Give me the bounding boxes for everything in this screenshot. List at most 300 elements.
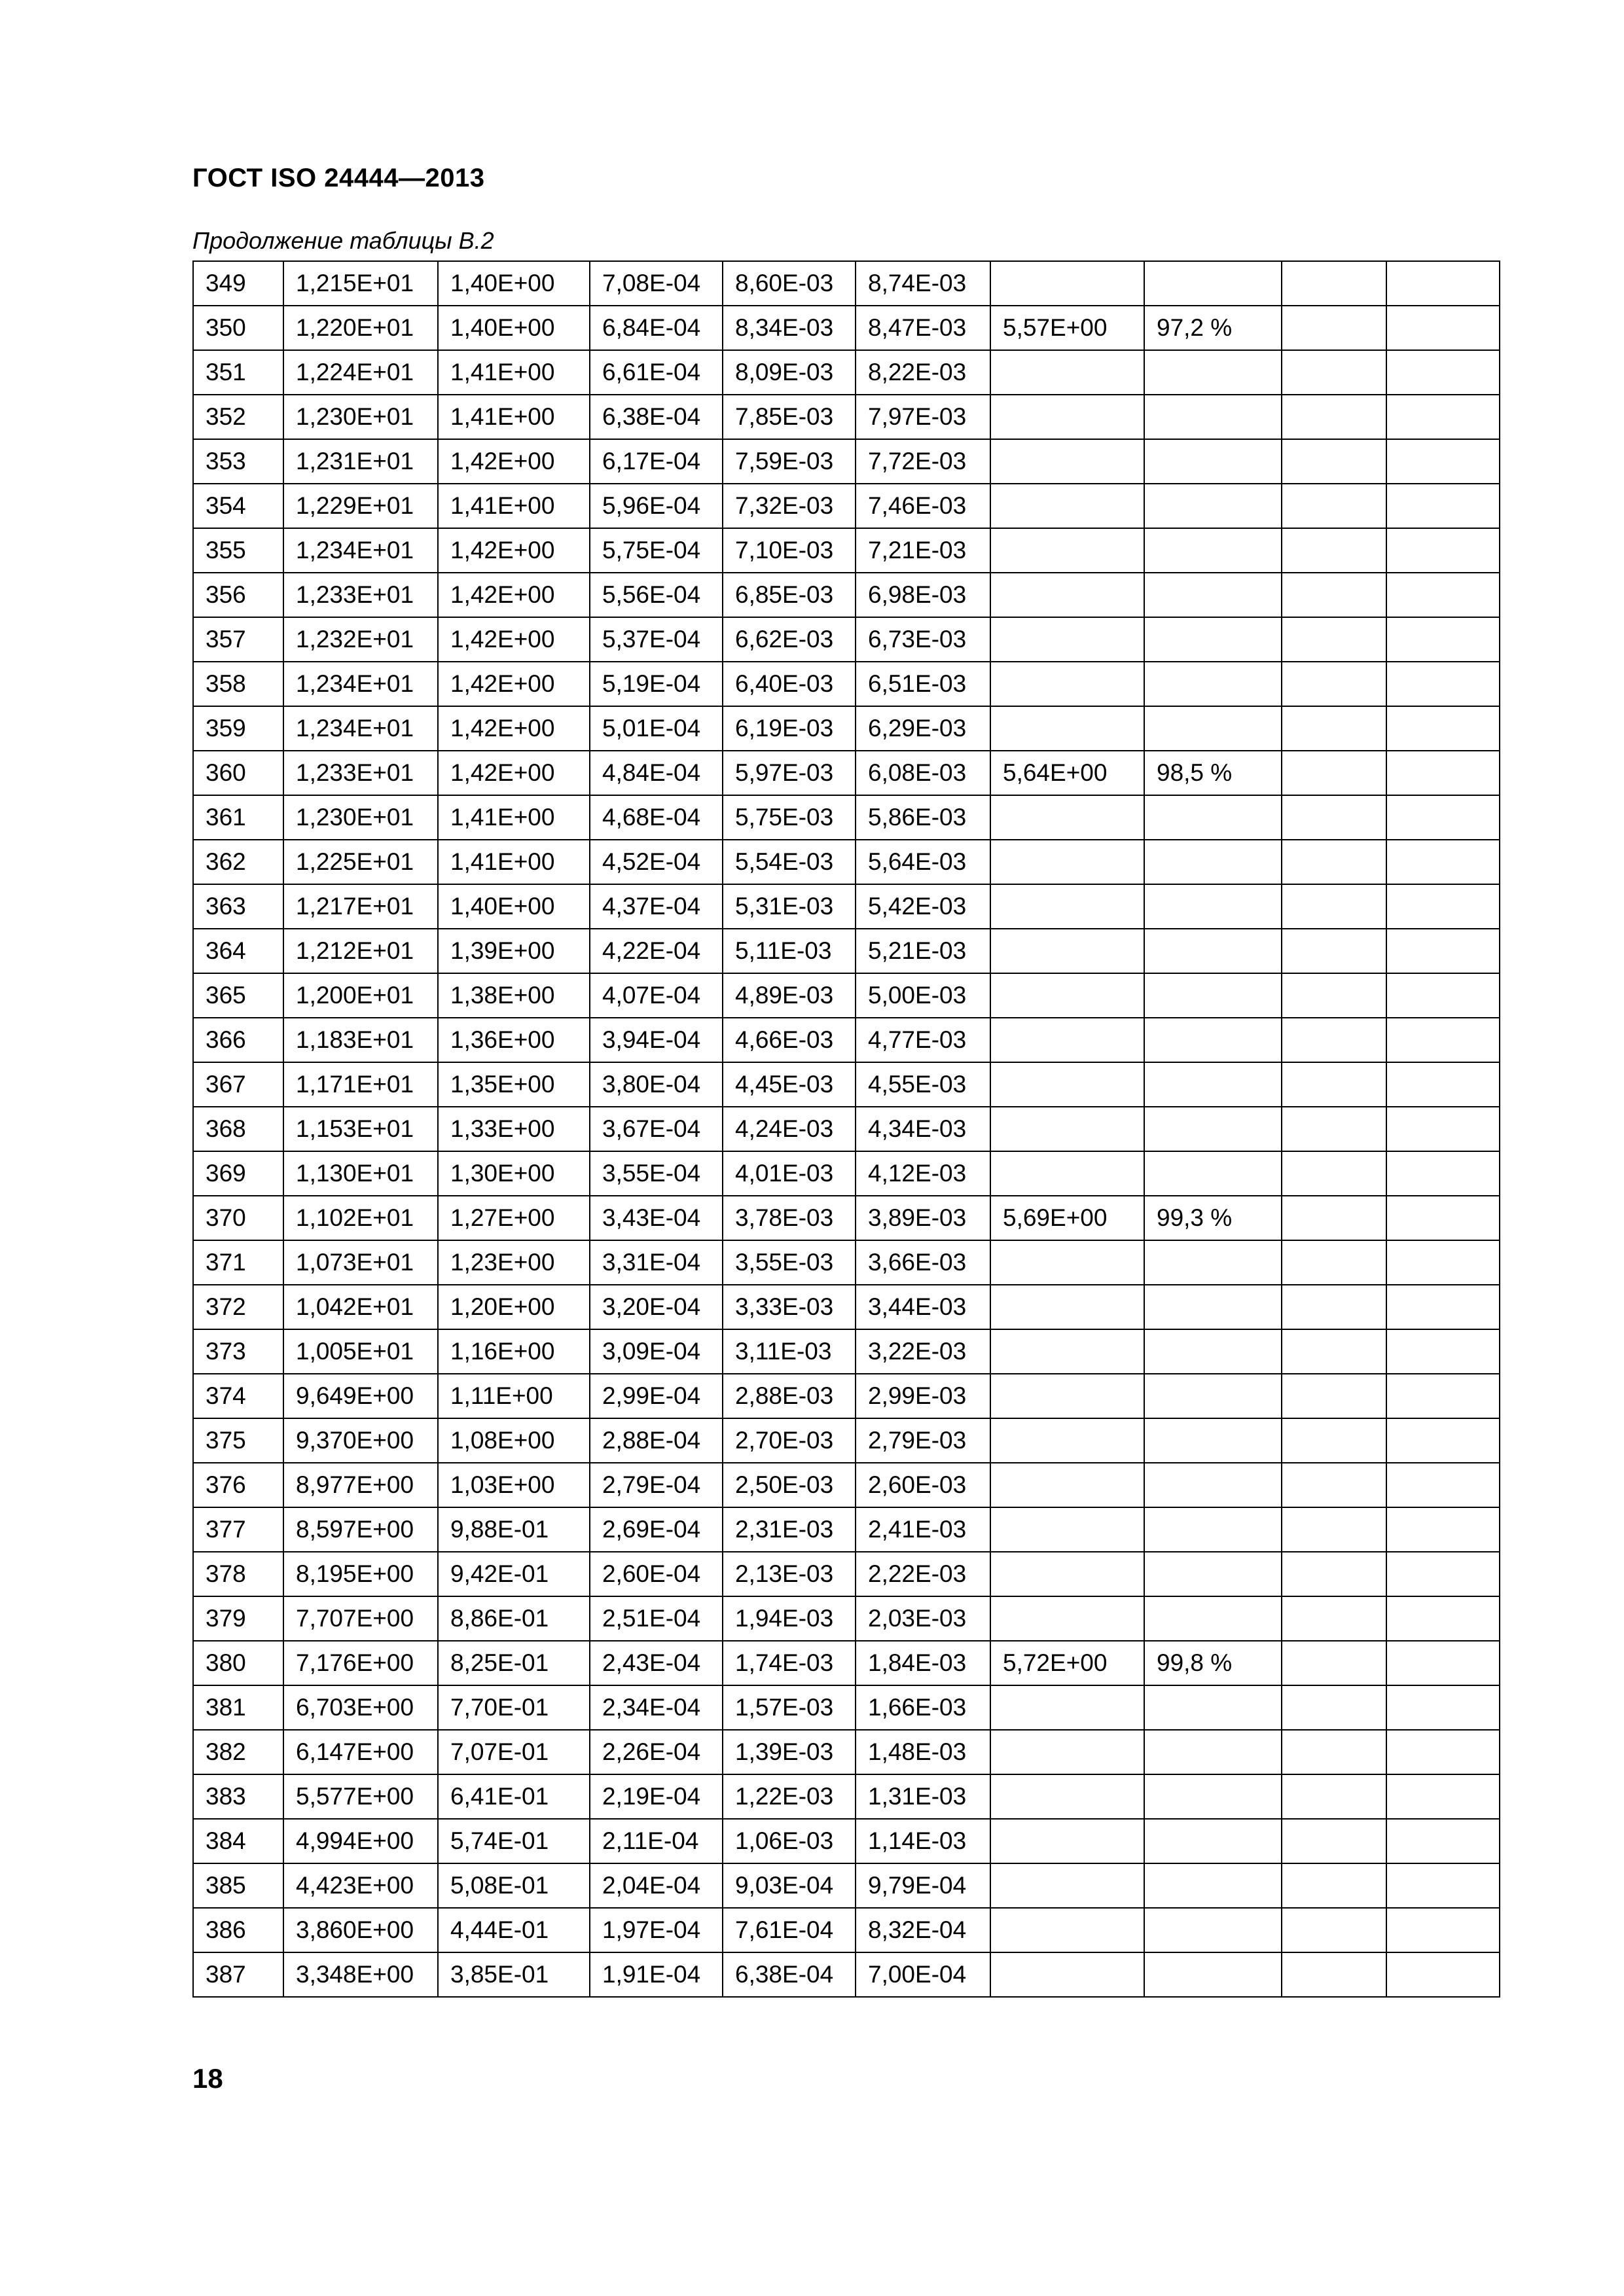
table-cell: 6,61E-04 <box>590 350 723 395</box>
table-cell: 3,44E-03 <box>856 1285 990 1329</box>
table-cell: 1,234E+01 <box>283 528 438 573</box>
table-cell: 366 <box>193 1018 283 1062</box>
table-cell: 5,21E-03 <box>856 929 990 973</box>
page-number: 18 <box>192 2063 223 2094</box>
table-cell: 1,31E-03 <box>856 1774 990 1819</box>
table-cell: 5,31E-03 <box>723 884 856 929</box>
table-cell <box>1144 1018 1282 1062</box>
table-cell: 353 <box>193 439 283 484</box>
table-cell: 5,97E-03 <box>723 751 856 795</box>
table-cell <box>990 1952 1144 1997</box>
table-row <box>193 929 1500 973</box>
table-cell: 4,45E-03 <box>723 1062 856 1107</box>
table-cell: 379 <box>193 1596 283 1641</box>
table-cell <box>1282 1240 1386 1285</box>
table-cell <box>990 706 1144 751</box>
table-cell: 3,860E+00 <box>283 1908 438 1952</box>
table-cell: 9,03E-04 <box>723 1863 856 1908</box>
table-cell: 3,31E-04 <box>590 1240 723 1285</box>
table-cell <box>1282 1819 1386 1863</box>
table-cell: 6,98E-03 <box>856 573 990 617</box>
table-cell <box>1386 1596 1500 1641</box>
table-cell <box>1282 840 1386 884</box>
table-cell: 367 <box>193 1062 283 1107</box>
table-cell: 1,39E-03 <box>723 1730 856 1774</box>
table-cell: 3,20E-04 <box>590 1285 723 1329</box>
table-row <box>193 1863 1500 1908</box>
table-body <box>193 261 1500 1997</box>
table-cell: 5,42E-03 <box>856 884 990 929</box>
table-cell <box>1386 528 1500 573</box>
table-cell <box>1386 706 1500 751</box>
table-row <box>193 1819 1500 1863</box>
table-row <box>193 1685 1500 1730</box>
table-cell <box>1282 884 1386 929</box>
table-cell <box>1386 840 1500 884</box>
table-cell: 3,22E-03 <box>856 1329 990 1374</box>
table-cell <box>1282 528 1386 573</box>
table-cell <box>1144 884 1282 929</box>
table-cell <box>990 261 1144 306</box>
table-row <box>193 1952 1500 1997</box>
table-cell: 1,234E+01 <box>283 706 438 751</box>
table-cell: 1,57E-03 <box>723 1685 856 1730</box>
table-cell <box>1386 1329 1500 1374</box>
table-cell: 1,42E+00 <box>438 751 590 795</box>
table-cell: 4,52E-04 <box>590 840 723 884</box>
table-cell: 9,42E-01 <box>438 1552 590 1596</box>
table-cell: 2,60E-04 <box>590 1552 723 1596</box>
table-cell <box>1386 1507 1500 1552</box>
table-cell: 8,86E-01 <box>438 1596 590 1641</box>
table-cell: 387 <box>193 1952 283 1997</box>
document-header: ГОСТ ISO 24444—2013 <box>192 164 485 192</box>
table-cell: 358 <box>193 662 283 706</box>
table-cell <box>1144 350 1282 395</box>
table-cell: 7,07E-01 <box>438 1730 590 1774</box>
table-cell <box>990 1552 1144 1596</box>
table-cell: 6,85E-03 <box>723 573 856 617</box>
table-cell: 7,707E+00 <box>283 1596 438 1641</box>
table-cell: 349 <box>193 261 283 306</box>
table-cell: 97,2 % <box>1144 306 1282 350</box>
table-row <box>193 617 1500 662</box>
table-cell <box>990 840 1144 884</box>
table-cell <box>1386 1107 1500 1151</box>
table-cell: 5,08E-01 <box>438 1863 590 1908</box>
table-cell <box>1282 261 1386 306</box>
table-cell: 4,37E-04 <box>590 884 723 929</box>
table-cell <box>990 1863 1144 1908</box>
table-row <box>193 350 1500 395</box>
table-cell <box>990 1418 1144 1463</box>
table-cell: 6,41E-01 <box>438 1774 590 1819</box>
table-cell: 384 <box>193 1819 283 1863</box>
table-cell: 9,649E+00 <box>283 1374 438 1418</box>
table-cell: 6,38E-04 <box>590 395 723 439</box>
table-cell: 1,74E-03 <box>723 1641 856 1685</box>
table-cell: 368 <box>193 1107 283 1151</box>
table-cell <box>1282 484 1386 528</box>
table-cell: 6,51E-03 <box>856 662 990 706</box>
table-cell <box>990 617 1144 662</box>
table-cell <box>990 1151 1144 1196</box>
table-cell <box>1144 1685 1282 1730</box>
table-cell: 7,08E-04 <box>590 261 723 306</box>
table-cell: 5,00E-03 <box>856 973 990 1018</box>
table-cell <box>1386 1463 1500 1507</box>
table-cell <box>1282 1730 1386 1774</box>
table-cell: 3,66E-03 <box>856 1240 990 1285</box>
table-cell <box>990 1774 1144 1819</box>
table-row <box>193 439 1500 484</box>
table-cell: 7,176E+00 <box>283 1641 438 1685</box>
table-cell: 383 <box>193 1774 283 1819</box>
table-cell: 1,232E+01 <box>283 617 438 662</box>
table-cell <box>1386 617 1500 662</box>
table-cell: 1,08E+00 <box>438 1418 590 1463</box>
table-cell: 1,220E+01 <box>283 306 438 350</box>
table-cell: 371 <box>193 1240 283 1285</box>
table-cell <box>1144 1463 1282 1507</box>
table-row <box>193 1596 1500 1641</box>
table-cell: 1,14E-03 <box>856 1819 990 1863</box>
table-cell: 377 <box>193 1507 283 1552</box>
table-cell: 3,78E-03 <box>723 1196 856 1240</box>
table-cell <box>1386 395 1500 439</box>
table-cell: 4,89E-03 <box>723 973 856 1018</box>
table-cell: 350 <box>193 306 283 350</box>
table-cell: 6,147E+00 <box>283 1730 438 1774</box>
table-cell: 7,61E-04 <box>723 1908 856 1952</box>
table-cell <box>1386 1018 1500 1062</box>
table-row <box>193 884 1500 929</box>
table-row <box>193 1774 1500 1819</box>
table-cell: 374 <box>193 1374 283 1418</box>
table-cell <box>1144 1240 1282 1285</box>
table-cell: 1,22E-03 <box>723 1774 856 1819</box>
table-cell: 7,46E-03 <box>856 484 990 528</box>
table-cell: 3,67E-04 <box>590 1107 723 1151</box>
table-cell: 1,171E+01 <box>283 1062 438 1107</box>
table-cell: 1,40E+00 <box>438 261 590 306</box>
table-cell <box>1144 1596 1282 1641</box>
table-cell: 1,48E-03 <box>856 1730 990 1774</box>
table-cell <box>1144 1329 1282 1374</box>
table-cell: 1,005E+01 <box>283 1329 438 1374</box>
table-row <box>193 706 1500 751</box>
table-cell: 1,234E+01 <box>283 662 438 706</box>
table-cell <box>1386 1374 1500 1418</box>
table-cell <box>1386 1418 1500 1463</box>
table-cell: 8,25E-01 <box>438 1641 590 1685</box>
table-row <box>193 1240 1500 1285</box>
table-cell: 351 <box>193 350 283 395</box>
table-cell <box>990 1819 1144 1863</box>
table-cell <box>1144 1952 1282 1997</box>
table-row <box>193 662 1500 706</box>
table-cell: 6,17E-04 <box>590 439 723 484</box>
table-cell <box>990 884 1144 929</box>
table-cell <box>1386 1863 1500 1908</box>
table-cell <box>1386 973 1500 1018</box>
table-cell <box>990 1908 1144 1952</box>
table-cell: 1,06E-03 <box>723 1819 856 1863</box>
table-cell <box>1282 1863 1386 1908</box>
table-cell: 1,183E+01 <box>283 1018 438 1062</box>
table-cell: 1,42E+00 <box>438 617 590 662</box>
table-cell: 1,41E+00 <box>438 795 590 840</box>
table-cell: 1,33E+00 <box>438 1107 590 1151</box>
table-cell: 7,21E-03 <box>856 528 990 573</box>
table-row <box>193 840 1500 884</box>
table-cell: 372 <box>193 1285 283 1329</box>
table-cell <box>1144 439 1282 484</box>
table-cell: 2,50E-03 <box>723 1463 856 1507</box>
table-cell <box>1386 1819 1500 1863</box>
table-cell: 4,34E-03 <box>856 1107 990 1151</box>
table-cell: 2,26E-04 <box>590 1730 723 1774</box>
table-cell: 2,79E-04 <box>590 1463 723 1507</box>
table-cell <box>1144 1730 1282 1774</box>
table-cell: 1,42E+00 <box>438 528 590 573</box>
table-cell <box>1144 395 1282 439</box>
table-cell <box>1282 1151 1386 1196</box>
table-cell: 5,72E+00 <box>990 1641 1144 1685</box>
table-cell <box>1282 1507 1386 1552</box>
table-cell: 3,43E-04 <box>590 1196 723 1240</box>
table-row <box>193 1507 1500 1552</box>
table-cell: 2,19E-04 <box>590 1774 723 1819</box>
table-cell: 8,597E+00 <box>283 1507 438 1552</box>
table-cell <box>1386 261 1500 306</box>
table-cell: 8,34E-03 <box>723 306 856 350</box>
table-cell <box>1144 1285 1282 1329</box>
table-cell: 1,212E+01 <box>283 929 438 973</box>
table-cell: 1,233E+01 <box>283 751 438 795</box>
table-cell <box>1282 1374 1386 1418</box>
table-cell: 8,60E-03 <box>723 261 856 306</box>
table-cell: 5,75E-04 <box>590 528 723 573</box>
table-cell: 360 <box>193 751 283 795</box>
table-cell <box>1386 795 1500 840</box>
table-cell: 6,19E-03 <box>723 706 856 751</box>
table-cell: 3,94E-04 <box>590 1018 723 1062</box>
table-cell <box>1282 706 1386 751</box>
table-cell <box>990 1596 1144 1641</box>
table-cell: 1,42E+00 <box>438 573 590 617</box>
table-cell: 1,225E+01 <box>283 840 438 884</box>
table-cell: 380 <box>193 1641 283 1685</box>
table-cell <box>1282 1552 1386 1596</box>
table-cell: 1,36E+00 <box>438 1018 590 1062</box>
table-cell: 1,102E+01 <box>283 1196 438 1240</box>
table-cell: 362 <box>193 840 283 884</box>
table-caption: Продолжение таблицы В.2 <box>192 227 494 254</box>
table-cell: 2,22E-03 <box>856 1552 990 1596</box>
table-cell <box>1144 795 1282 840</box>
table-cell: 352 <box>193 395 283 439</box>
table-row <box>193 261 1500 306</box>
table-cell: 4,22E-04 <box>590 929 723 973</box>
table-cell: 1,11E+00 <box>438 1374 590 1418</box>
table-cell: 2,34E-04 <box>590 1685 723 1730</box>
table-cell: 6,703E+00 <box>283 1685 438 1730</box>
table-cell <box>1282 306 1386 350</box>
table-cell <box>1282 1908 1386 1952</box>
table-cell <box>990 395 1144 439</box>
table-row <box>193 1107 1500 1151</box>
table-cell: 1,40E+00 <box>438 884 590 929</box>
table-cell: 1,91E-04 <box>590 1952 723 1997</box>
table-cell: 1,35E+00 <box>438 1062 590 1107</box>
table-cell: 5,01E-04 <box>590 706 723 751</box>
table-cell: 1,66E-03 <box>856 1685 990 1730</box>
table-cell: 4,77E-03 <box>856 1018 990 1062</box>
table-row <box>193 1418 1500 1463</box>
table-cell: 354 <box>193 484 283 528</box>
table-cell <box>1282 662 1386 706</box>
table-cell <box>1386 439 1500 484</box>
table-cell <box>1144 1552 1282 1596</box>
table-cell: 9,79E-04 <box>856 1863 990 1908</box>
table-cell: 4,12E-03 <box>856 1151 990 1196</box>
table-cell: 378 <box>193 1552 283 1596</box>
table-cell: 1,224E+01 <box>283 350 438 395</box>
table-cell <box>1386 1062 1500 1107</box>
table-row <box>193 1151 1500 1196</box>
table-cell: 3,33E-03 <box>723 1285 856 1329</box>
table-cell <box>1144 528 1282 573</box>
table-cell: 7,00E-04 <box>856 1952 990 1997</box>
data-table <box>192 260 1500 1998</box>
table-row <box>193 1196 1500 1240</box>
table-cell <box>1282 973 1386 1018</box>
table-cell <box>1386 884 1500 929</box>
table-cell <box>1144 929 1282 973</box>
table-cell: 6,38E-04 <box>723 1952 856 1997</box>
table-cell <box>990 1062 1144 1107</box>
table-cell <box>990 662 1144 706</box>
table-cell: 1,38E+00 <box>438 973 590 1018</box>
table-cell: 1,230E+01 <box>283 795 438 840</box>
table-cell <box>990 528 1144 573</box>
table-cell: 3,80E-04 <box>590 1062 723 1107</box>
table-cell <box>990 439 1144 484</box>
table-row <box>193 1329 1500 1374</box>
table-cell: 5,577E+00 <box>283 1774 438 1819</box>
table-cell: 1,229E+01 <box>283 484 438 528</box>
table-row <box>193 973 1500 1018</box>
table-cell: 4,68E-04 <box>590 795 723 840</box>
table-cell: 5,64E+00 <box>990 751 1144 795</box>
table-cell: 1,073E+01 <box>283 1240 438 1285</box>
table-cell: 4,24E-03 <box>723 1107 856 1151</box>
table-cell: 1,41E+00 <box>438 350 590 395</box>
table-cell: 1,41E+00 <box>438 484 590 528</box>
table-cell: 6,84E-04 <box>590 306 723 350</box>
table-cell: 4,44E-01 <box>438 1908 590 1952</box>
table-cell: 373 <box>193 1329 283 1374</box>
table-cell: 3,55E-04 <box>590 1151 723 1196</box>
table-cell <box>990 1685 1144 1730</box>
table-cell: 2,99E-04 <box>590 1374 723 1418</box>
table-cell: 5,19E-04 <box>590 662 723 706</box>
table-cell <box>1282 1596 1386 1641</box>
table-row <box>193 751 1500 795</box>
table-cell: 6,40E-03 <box>723 662 856 706</box>
table-cell: 355 <box>193 528 283 573</box>
table-cell: 370 <box>193 1196 283 1240</box>
table-cell: 1,130E+01 <box>283 1151 438 1196</box>
table-cell <box>1282 573 1386 617</box>
table-cell: 2,13E-03 <box>723 1552 856 1596</box>
table-cell: 365 <box>193 973 283 1018</box>
table-cell: 2,60E-03 <box>856 1463 990 1507</box>
table-cell: 1,16E+00 <box>438 1329 590 1374</box>
table-cell: 1,233E+01 <box>283 573 438 617</box>
table-cell: 376 <box>193 1463 283 1507</box>
table-cell: 1,03E+00 <box>438 1463 590 1507</box>
table-cell: 361 <box>193 795 283 840</box>
table-row <box>193 306 1500 350</box>
table-cell: 2,43E-04 <box>590 1641 723 1685</box>
table-cell <box>990 1463 1144 1507</box>
table-cell <box>1282 1952 1386 1997</box>
table-cell: 3,348E+00 <box>283 1952 438 1997</box>
table-cell <box>1386 1151 1500 1196</box>
table-cell: 2,70E-03 <box>723 1418 856 1463</box>
table-cell: 2,88E-04 <box>590 1418 723 1463</box>
table-cell: 5,54E-03 <box>723 840 856 884</box>
table-cell <box>1144 1418 1282 1463</box>
table-cell: 8,22E-03 <box>856 350 990 395</box>
table-cell: 7,32E-03 <box>723 484 856 528</box>
table-cell <box>1386 484 1500 528</box>
table-cell: 5,86E-03 <box>856 795 990 840</box>
table-row <box>193 1641 1500 1685</box>
table-cell <box>1144 662 1282 706</box>
table-cell <box>1386 573 1500 617</box>
table-cell: 3,55E-03 <box>723 1240 856 1285</box>
table-row <box>193 528 1500 573</box>
table-cell <box>1144 1507 1282 1552</box>
table-cell <box>1282 1329 1386 1374</box>
table-cell <box>1386 751 1500 795</box>
table-cell: 7,97E-03 <box>856 395 990 439</box>
table-cell <box>1282 1418 1386 1463</box>
table-cell <box>1386 306 1500 350</box>
table-cell <box>1144 706 1282 751</box>
table-cell: 382 <box>193 1730 283 1774</box>
table-cell: 7,10E-03 <box>723 528 856 573</box>
table-cell <box>1282 1285 1386 1329</box>
table-cell: 1,215E+01 <box>283 261 438 306</box>
table-cell <box>1282 1196 1386 1240</box>
table-cell: 2,69E-04 <box>590 1507 723 1552</box>
table-row <box>193 1463 1500 1507</box>
table-cell <box>1386 1730 1500 1774</box>
table-cell: 7,72E-03 <box>856 439 990 484</box>
table-cell: 369 <box>193 1151 283 1196</box>
table-cell: 8,09E-03 <box>723 350 856 395</box>
table-cell <box>1386 1774 1500 1819</box>
table-cell <box>1144 973 1282 1018</box>
table-cell: 6,62E-03 <box>723 617 856 662</box>
table-cell <box>990 929 1144 973</box>
table-cell: 4,55E-03 <box>856 1062 990 1107</box>
table-cell: 1,042E+01 <box>283 1285 438 1329</box>
